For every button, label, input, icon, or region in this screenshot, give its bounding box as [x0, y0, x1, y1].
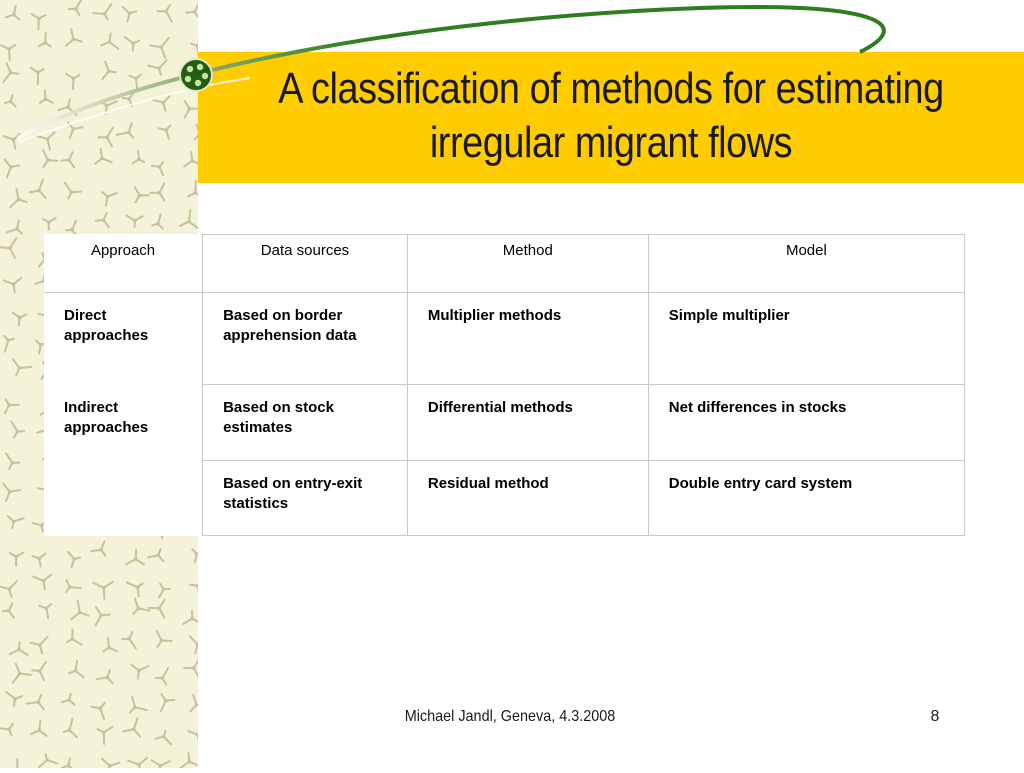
cell-data-sources: Based on entry-exit statistics	[203, 461, 408, 536]
cell-data-sources: Based on border apprehension data	[203, 293, 408, 385]
slide-title	[256, 62, 966, 170]
cell-approach: Direct approaches	[44, 293, 203, 385]
header-approach: Approach	[44, 235, 203, 293]
cell-method: Differential methods	[407, 385, 648, 461]
table-row	[44, 461, 965, 536]
header-data-sources: Data sources	[203, 235, 408, 293]
table-header-row	[44, 235, 965, 293]
table-row	[44, 293, 965, 385]
cell-approach	[44, 461, 203, 536]
cell-data-sources: Based on stock estimates	[203, 385, 408, 461]
classification-table	[44, 234, 965, 536]
slide-title-line-1: A classification of methods for estimating	[256, 62, 966, 116]
slide-title-line-2: irregular migrant flows	[256, 116, 966, 170]
cell-method: Residual method	[407, 461, 648, 536]
cell-model: Simple multiplier	[648, 293, 964, 385]
cell-method: Multiplier methods	[407, 293, 648, 385]
cell-model: Net differences in stocks	[648, 385, 964, 461]
bullet-orb-icon	[180, 59, 212, 91]
footer-text: Michael Jandl, Geneva, 4.3.2008	[375, 708, 645, 726]
header-method: Method	[407, 235, 648, 293]
cell-approach: Indirect approaches	[44, 385, 203, 461]
table-row	[44, 385, 965, 461]
page-number: 8	[920, 708, 950, 726]
cell-model: Double entry card system	[648, 461, 964, 536]
header-model: Model	[648, 235, 964, 293]
